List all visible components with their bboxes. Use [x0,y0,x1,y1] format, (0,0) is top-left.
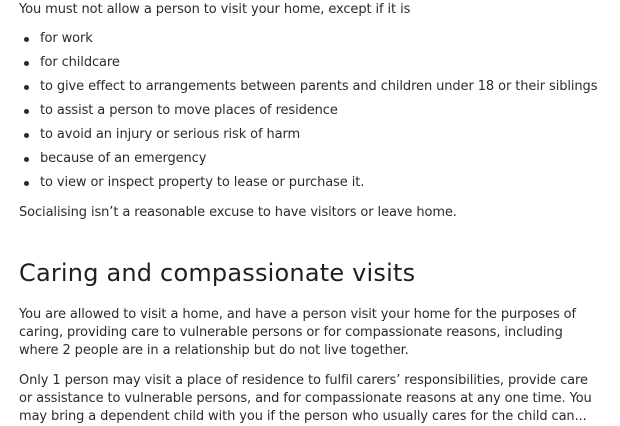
list-item-text: for work [40,31,93,46]
list-item [19,126,597,150]
bullet-icon [24,181,29,186]
exception-list [19,30,597,198]
list-item [19,54,597,78]
bullet-icon [24,61,29,66]
allowed-visits-paragraph: You are allowed to visit a home, and have a person visit your home for the purposes of caring, providing care to vulnerable persons or for compassionate reasons, including where 2 people are in a relationship but do not live together. [19,307,576,358]
socialising-note: Socialising isn’t a reasonable excuse to have visitors or leave home. [19,205,457,220]
list-item [19,78,597,102]
list-item [19,102,597,126]
bullet-icon [24,109,29,114]
list-item-text: because of an emergency [40,151,207,166]
list-item-text: to view or inspect property to lease or purchase it. [40,175,365,190]
bullet-icon [24,133,29,138]
list-item-text: to avoid an injury or serious risk of harm [40,127,301,142]
bullet-icon [24,157,29,162]
list-item-text: to give effect to arrangements between parents and children under 18 or their siblings [40,79,598,94]
list-item [19,174,597,198]
list-item [19,30,597,54]
bullet-icon [24,37,29,42]
bullet-icon [24,85,29,90]
list-item-text: to assist a person to move places of residence [40,103,338,118]
list-item-text: for childcare [40,55,120,70]
section-heading: Caring and compassionate visits [19,259,416,287]
intro-text: You must not allow a person to visit your home, except if it is [19,2,411,17]
single-visitor-paragraph: Only 1 person may visit a place of residence to fulfil carers’ responsibilities, provide care or assistance to vulnerable persons, and for compassionate reasons at any one time. You may bring a dependent child with you if the person who usually cares for the child can... [19,373,592,424]
list-item [19,150,597,174]
